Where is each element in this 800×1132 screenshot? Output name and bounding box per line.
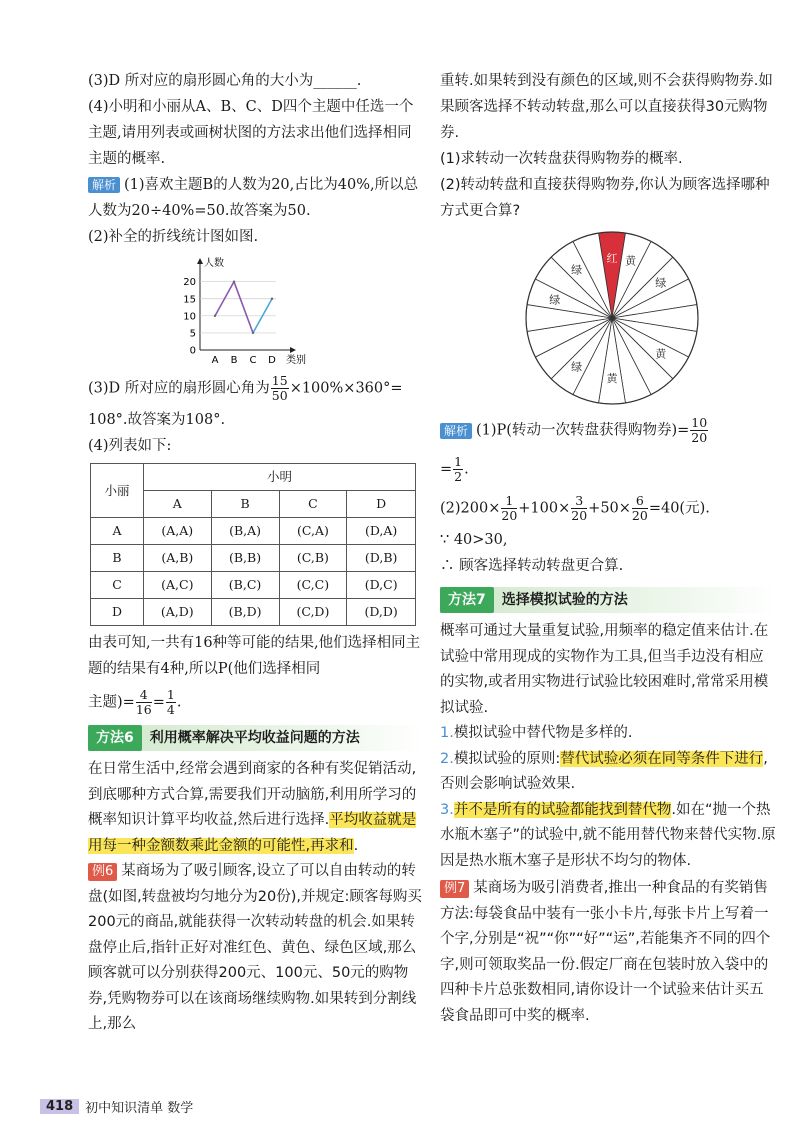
answer-2: (2)补全的折线统计图如图. [88,229,259,245]
item-highlight: 替代试验必须在同等条件下进行 [560,750,764,767]
frac-num: 3 [571,494,587,509]
question-4: (4)小明和小丽从A、B、C、D四个主题中任选一个主题,请用列表或画树状图的方法求出他们选择相同主题的概率. [88,99,414,167]
table-cell: (A,B) [144,545,212,572]
wheel-sector-label: 黄 [655,347,667,361]
method-7-tag: 方法7 [440,587,494,613]
table-cell: (B,B) [211,545,279,572]
table-cell: (D,B) [347,545,416,572]
frac-den: 20 [501,508,518,523]
frac-den: 2 [454,469,463,484]
fraction-6-20 [632,494,648,523]
frac-num: 15 [271,373,288,388]
y-axis-arrow [197,258,203,264]
question-3: (3)D 所对应的扇形圆心角的大小为______. [88,73,362,89]
table-row [91,599,416,626]
table-cell: (C,B) [279,545,347,572]
table-col-header: D [347,491,416,518]
wheel-sector-label: 绿 [549,293,561,307]
wheel-sector-label: 绿 [571,360,583,374]
data-point [233,280,235,282]
x-tick-label: B [230,355,238,366]
frac-num: 10 [691,415,708,430]
item-text: 模拟试验中替代物是多样的. [453,725,633,741]
period: . [176,694,182,711]
conclusion-pre: 主题)= [88,694,135,711]
table-row-header: A [91,518,144,545]
frac-num: 1 [166,687,175,702]
solution-3: ∵ 40>30, [440,532,508,548]
table-cell: (B,A) [211,518,279,545]
table-row [91,518,416,545]
y-tick-label: 20 [183,277,196,289]
method-6-highlight: 平均收益就是用每一种金额数乘此金额的可能性,再求和 [88,812,417,854]
wheel-sector-label: 绿 [571,263,583,277]
method-6-end: . [353,837,359,854]
left-column [88,68,423,1038]
y-tick-label: 15 [183,294,196,306]
fraction-10-20 [690,416,708,445]
table-corner: 小丽 [91,464,144,518]
answer-3-post: ×100%×360°= [289,380,403,397]
table-cell: (C,A) [279,518,347,545]
solution-4: ∴ 顾客选择转动转盘更合算. [440,558,624,574]
frac-den: 50 [271,388,288,403]
example-6-badge: 例6 [88,863,117,881]
method-7-text: 概率可通过大量重复试验,用频率的稳定值来估计.在试验中常用现成的实物作为工具,但当手边没有相应的实物,或者用实物进行试验比较困难时,常常采用模拟试验. [440,623,769,716]
table-row [91,545,416,572]
item-text-end: .如在“抛一个热水瓶木塞子”的试验中,就不能用替代物来替代实物.原因是热水瓶木塞子是形状不均匀的物体. [440,801,776,869]
data-point [214,315,216,317]
conclusion: 由表可知,一共有16种等可能的结果,他们选择相同主题的结果有4种,所以P(他们选择相同 [88,635,421,677]
table-row-header: C [91,572,144,599]
y-tick-label: 0 [189,345,196,357]
s2-mid-2: +50× [588,500,631,517]
method-6-tag: 方法6 [88,725,142,751]
period: . [464,461,469,478]
answer-3-pre: (3)D 所对应的扇形圆心角为 [88,380,270,397]
method-6-header [88,725,423,751]
y-axis-label: 人数 [204,258,224,269]
fraction-1-2 [453,455,463,484]
answer-1 [88,172,423,224]
solution-1 [440,416,776,445]
s2-post: =40(元). [648,500,710,517]
x-tick-label: D [268,355,276,366]
answer-3 [88,374,423,403]
table-col-header: C [279,491,347,518]
table-cell: (A,D) [144,599,212,626]
frac-num: 6 [632,494,648,509]
fraction-3-20 [571,494,587,523]
method-6-text [88,757,423,859]
outcome-table [90,463,416,626]
frac-den: 20 [691,430,708,445]
frac-num: 1 [454,454,463,469]
fraction-4-16 [136,688,152,717]
equals: = [440,461,453,478]
example-7 [440,876,776,1029]
wheel-sector-label: 黄 [625,254,637,268]
table-row-header: D [91,599,144,626]
example-6 [88,859,423,1038]
solution-1-pre: (1)P(转动一次转盘获得购物券)= [476,422,690,439]
jiexi-badge: 解析 [440,423,472,439]
frac-den: 16 [135,702,152,717]
item-text: 模拟试验的原则: [453,750,561,767]
example-6-q1: (1)求转动一次转盘获得购物券的概率. [440,151,683,167]
item-highlight: 并不是所有的试验都能找到替代物 [453,801,672,818]
item-text-end: ,否则会影响试验效果. [440,750,768,792]
solution-2 [440,494,776,523]
wheel-sector-label: 红 [606,251,618,265]
fraction-1-4 [166,688,176,717]
item-number: 2. [440,750,454,767]
item-number: 1. [440,725,454,741]
table-cell: (B,D) [211,599,279,626]
frac-num: 4 [136,688,152,703]
fraction-1-20 [501,494,517,523]
s2-pre: (2)200× [440,500,501,517]
line-chart [180,250,330,368]
table-cell: (B,C) [211,572,279,599]
table-cell: (A,C) [144,572,212,599]
frac-den: 4 [166,702,175,717]
right-column [440,68,776,1029]
method-7-item-1 [440,721,776,747]
table-cell: (D,D) [347,599,416,626]
method-7-title: 选择模拟试验的方法 [501,592,628,608]
data-point [252,332,254,334]
page-footer [40,1096,193,1116]
example-6-q2: (2)转动转盘和直接获得购物券,你认为顾客选择哪种方式更合算? [440,177,770,219]
method-7-body [440,619,776,1029]
conclusion-line2 [88,688,423,717]
book-title: 初中知识清单 数学 [85,1100,194,1116]
fraction-15-50 [271,374,289,403]
solution-1b [440,455,776,484]
table-row-header: B [91,545,144,572]
method-7-header [440,587,776,613]
example-6-cont: 重转.如果转到没有颜色的区域,则不会获得购物券.如果顾客选择不转动转盘,那么可以直接获得30元购物券. [440,73,773,141]
example-7-text: 某商场为吸引消费者,推出一种食品的有奖销售方法:每袋食品中装有一张小卡片,每张卡片上写着一个字,分别是“祝”“你”“好”“运”,若能集齐不同的四个字,则可领取奖品一份.假定厂商在包装时放入袋中的四种卡片总张数相同,请你设计一个试验来估计买五袋食品即可中奖的概率. [440,880,771,1024]
method-7-item-3 [440,798,776,875]
table-cell: (C,D) [279,599,347,626]
y-tick-label: 10 [183,311,196,323]
item-number: 3. [440,801,454,818]
page-number: 418 [40,1099,79,1114]
table-col-header: A [144,491,212,518]
x-axis-label: 类别 [286,355,306,366]
x-tick-label: A [211,355,219,366]
example-6-text: 某商场为了吸引顾客,设立了可以自由转动的转盘(如图,转盘被均匀地分为20份),并规定:顾客每购买200元的商品,就能获得一次转动转盘的机会.如果转盘停止后,指针正好对准红色、黄色、绿色区域,那么顾客就可以分别获得200元、100元、50元的购物券,凭购物券可以在该商场继续购物.如果转到分割线上,那么 [88,863,422,1032]
table-cell: (D,A) [347,518,416,545]
wheel-sector-label: 绿 [655,276,667,290]
answer-3-line2: 108°.故答案为108°. [88,412,226,428]
s2-mid-1: +100× [518,500,571,517]
line-segment [234,282,253,333]
x-tick-label: C [249,355,257,366]
frac-den: 20 [571,508,588,523]
table-cell: (C,C) [279,572,347,599]
method-7-item-2 [440,747,776,798]
equals: = [152,694,165,711]
spinner-wheel [522,228,702,408]
table-cell: (D,C) [347,572,416,599]
wheel-sector-label: 黄 [606,372,618,386]
table-cell: (A,A) [144,518,212,545]
x-axis-arrow [290,347,296,353]
example-7-badge: 例7 [440,880,469,898]
frac-num: 1 [501,494,517,509]
data-point [271,298,273,300]
y-tick-label: 5 [189,328,196,340]
answer-1-text: (1)喜欢主题B的人数为20,占比为40%,所以总人数为20÷40%=50.故答案为50. [88,177,419,219]
answer-4: (4)列表如下: [88,438,172,454]
jiexi-badge: 解析 [88,177,120,193]
method-6-title: 利用概率解决平均收益问题的方法 [149,730,360,746]
table-row [91,572,416,599]
method-6-body: 在日常生活中,经常会遇到商家的各种有奖促销活动,到底哪种方式合算,需要我们开动脑筋,利用所学习的概率知识计算平均收益,然后进行选择. [88,761,417,828]
table-col-header: B [211,491,279,518]
table-body [91,518,416,626]
table-top-header: 小明 [144,464,416,491]
frac-den: 20 [631,508,648,523]
